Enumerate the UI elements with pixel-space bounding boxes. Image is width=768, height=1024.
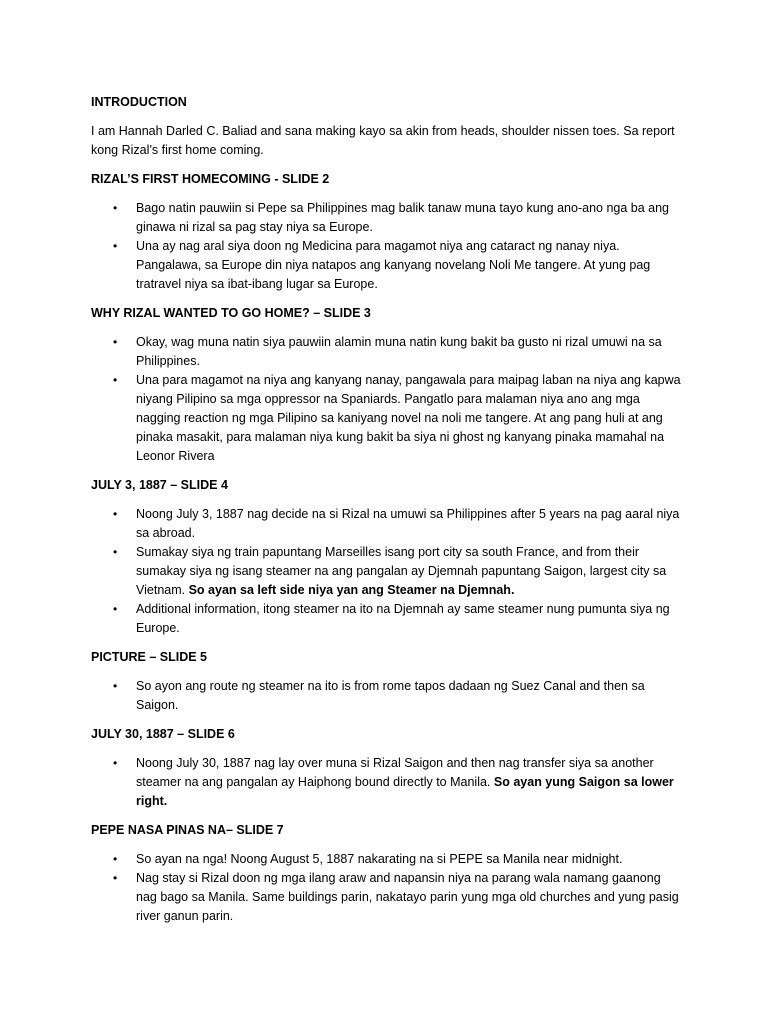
bullet-list — [91, 199, 681, 294]
bullet-list — [91, 754, 681, 811]
bullet-icon: • — [113, 679, 118, 693]
list-item — [91, 505, 681, 543]
list-item-text: Noong July 3, 1887 nag decide na si Rizal na umuwi sa Philippines after 5 years na pag aaral niya sa abroad. — [136, 507, 680, 540]
list-item-text: Additional information, itong steamer na ito na Djemnah ay same steamer nung pumunta siya ng Europe. — [136, 602, 670, 635]
bullet-list — [91, 505, 681, 638]
list-item — [91, 333, 681, 371]
list-item-text: Nag stay si Rizal doon ng mga ilang araw and napansin niya na parang wala namang gaanong nag bago sa Manila. Same buildings parin, nakatayo parin yung mga old churches and yung pasig river ganun parin. — [136, 871, 679, 923]
list-item-text: Una para magamot na niya ang kanyang nanay, pangawala para maipag laban na niya ang kapwa niyang Pilipino sa mga oppressor na Spaniards. Pangatlo para malaman niya ano ang mga nagging reaction ng mga Pilipino sa kaniyang novel na noli me tangere. At ang pang huli at ang pinaka masakit, para malaman niya kung bakit ba siya ni ghost ng kanyang pinaka mamahal na Leonor Rivera — [136, 373, 681, 463]
list-item — [91, 677, 681, 715]
bullet-icon: • — [113, 373, 118, 387]
list-item — [91, 850, 681, 869]
list-item — [91, 371, 681, 466]
bullet-icon: • — [113, 201, 118, 215]
section-heading: JULY 3, 1887 – SLIDE 4 — [91, 478, 228, 492]
list-item-text: Una ay nag aral siya doon ng Medicina para magamot niya ang cataract ng nanay niya. Pangalawa, sa Europe din niya natapos ang kanyang novelang Noli Me tangere. At yung pag tratravel niya sa ibat-ibang lugar sa Europe. — [136, 239, 651, 291]
list-item — [91, 543, 681, 600]
list-item-text: Sumakay siya ng train papuntang Marseilles isang port city sa south France, and from their sumakay siya ng isang steamer na ang pangalan ay Djemnah papuntang Saigon, largest city sa Vietnam. — [136, 545, 667, 597]
list-item-text: So ayan na nga! Noong August 5, 1887 nakarating na si PEPE sa Manila near midnight. — [136, 852, 623, 866]
list-item-text: Noong July 30, 1887 nag lay over muna si Rizal Saigon and then nag transfer siya sa another steamer na ang pangalan ay Haiphong bound directly to Manila. — [136, 756, 654, 789]
list-item-text: So ayon ang route ng steamer na ito is from rome tapos dadaan ng Suez Canal and then sa Saigon. — [136, 679, 645, 712]
list-item — [91, 600, 681, 638]
list-item-text: Okay, wag muna natin siya pauwiin alamin muna natin kung bakit ba gusto ni rizal umuwi na sa Philippines. — [136, 335, 662, 368]
bullet-icon: • — [113, 871, 118, 885]
section-heading: JULY 30, 1887 – SLIDE 6 — [91, 727, 235, 741]
intro-heading: INTRODUCTION — [91, 95, 187, 109]
bullet-icon: • — [113, 602, 118, 616]
section-heading: PICTURE – SLIDE 5 — [91, 650, 207, 664]
bullet-list — [91, 850, 681, 926]
intro-paragraph: I am Hannah Darled C. Baliad and sana making kayo sa akin from heads, shoulder nissen toes. Sa report kong Rizal’s first home coming. — [91, 124, 675, 157]
list-item-bold-text: So ayan yung Saigon sa lower right. — [136, 775, 674, 808]
section-heading: PEPE NASA PINAS NA– SLIDE 7 — [91, 823, 284, 837]
bullet-icon: • — [113, 756, 118, 770]
bullet-icon: • — [113, 507, 118, 521]
list-item — [91, 237, 681, 294]
bullet-icon: • — [113, 852, 118, 866]
bullet-list — [91, 677, 681, 715]
bullet-list — [91, 333, 681, 466]
section-heading: WHY RIZAL WANTED TO GO HOME? – SLIDE 3 — [91, 306, 371, 320]
list-item-text: Bago natin pauwiin si Pepe sa Philippines mag balik tanaw muna tayo kung ano-ano nga ba ang ginawa ni rizal sa pag stay niya sa Europe. — [136, 201, 670, 234]
list-item-bold-text: So ayan sa left side niya yan ang Steamer na Djemnah. — [188, 583, 515, 597]
bullet-icon: • — [113, 239, 118, 253]
section-heading: RIZAL’S FIRST HOMECOMING - SLIDE 2 — [91, 172, 330, 186]
bullet-icon: • — [113, 545, 118, 559]
list-item — [91, 869, 681, 926]
document-body — [91, 93, 681, 936]
bullet-icon: • — [113, 335, 118, 349]
list-item — [91, 199, 681, 237]
list-item — [91, 754, 681, 811]
